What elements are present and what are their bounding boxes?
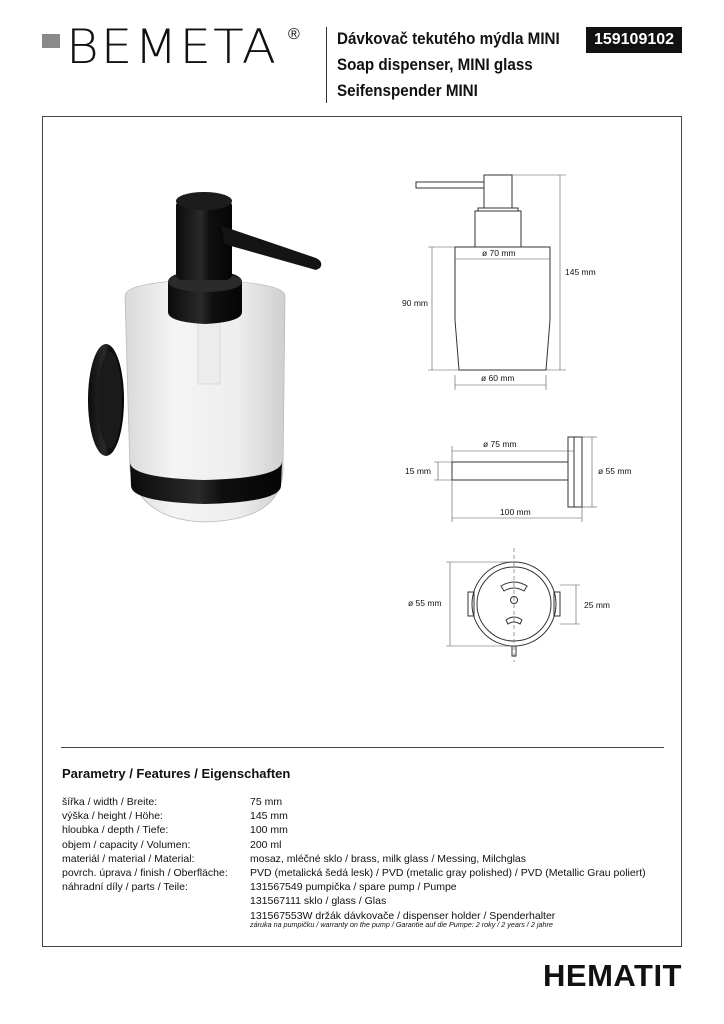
- dim-diameter-55-side: ø 55 mm: [598, 466, 632, 476]
- param-row: [62, 894, 646, 908]
- param-value: 100 mm: [250, 824, 288, 837]
- dim-height-15: 15 mm: [405, 466, 431, 476]
- dim-length-100: 100 mm: [500, 507, 531, 517]
- param-label: šířka / width / Breite:: [62, 796, 158, 808]
- param-value: 145 mm: [250, 810, 288, 823]
- param-label: [62, 894, 250, 908]
- dim-height-145: 145 mm: [565, 267, 596, 277]
- param-label: [62, 909, 250, 923]
- dim-width-25: 25 mm: [584, 600, 610, 610]
- param-label: povrch. úprava / finish / Oberfläche:: [62, 867, 228, 880]
- registered-mark: ®: [288, 26, 300, 43]
- brand-logo: BEMETA: [66, 19, 278, 75]
- product-code: 159109102: [586, 27, 682, 53]
- warranty-note: záruka na pumpičku / warranty on the pump / Garantie auf die Pumpe: 2 roky / 2 years / 2 jahre: [250, 920, 553, 929]
- param-value: 131567549 pumpička / spare pump / Pumpe: [250, 881, 457, 894]
- product-photo: [88, 192, 321, 522]
- series-name: HEMATIT: [543, 958, 682, 993]
- title-english: Soap dispenser, MINI glass: [337, 56, 533, 74]
- title-german: Seifenspender MINI: [337, 82, 478, 100]
- param-row: [62, 838, 646, 852]
- param-value: mosaz, mléčné sklo / brass, milk glass / Messing, Milchglas: [250, 852, 526, 865]
- param-row: [62, 880, 646, 894]
- param-value: 131567553W držák dávkovače / dispenser holder / Spenderhalter: [250, 909, 556, 922]
- section-divider: [61, 747, 664, 748]
- param-row: [62, 866, 646, 880]
- param-label: hloubka / depth / Tiefe:: [62, 824, 169, 837]
- param-value: 200 ml: [250, 838, 282, 851]
- param-label: materiál / material / Material:: [62, 852, 195, 865]
- side-elevation-drawing: [416, 175, 550, 370]
- param-value: 131567111 sklo / glass / Glas: [250, 895, 387, 908]
- param-label: objem / capacity / Volumen:: [62, 838, 191, 851]
- holder-side-drawing: [452, 437, 582, 507]
- param-label: výška / height / Höhe:: [62, 810, 163, 823]
- dim-diameter-75: ø 75 mm: [483, 439, 517, 449]
- param-value: 75 mm: [250, 796, 283, 808]
- parameters-table: [62, 795, 646, 923]
- param-row: [62, 795, 646, 809]
- param-label: náhradní díly / parts / Teile:: [62, 881, 188, 894]
- param-row: [62, 809, 646, 823]
- dim-diameter-70: ø 70 mm: [482, 248, 516, 258]
- param-row: [62, 852, 646, 866]
- param-row: [62, 823, 646, 837]
- dim-diameter-60: ø 60 mm: [481, 373, 515, 383]
- param-value: PVD (metalická šedá lesk) / PVD (metalic gray polished) / PVD (Metallic Grau poliert): [250, 867, 646, 880]
- dim-diameter-55-front: ø 55 mm: [408, 598, 442, 608]
- title-czech: Dávkovač tekutého mýdla MINI: [337, 30, 560, 48]
- dim-height-90: 90 mm: [402, 298, 428, 308]
- parameters-heading: Parametry / Features / Eigenschaften: [62, 766, 291, 781]
- side-elevation-dimensions: [428, 175, 566, 390]
